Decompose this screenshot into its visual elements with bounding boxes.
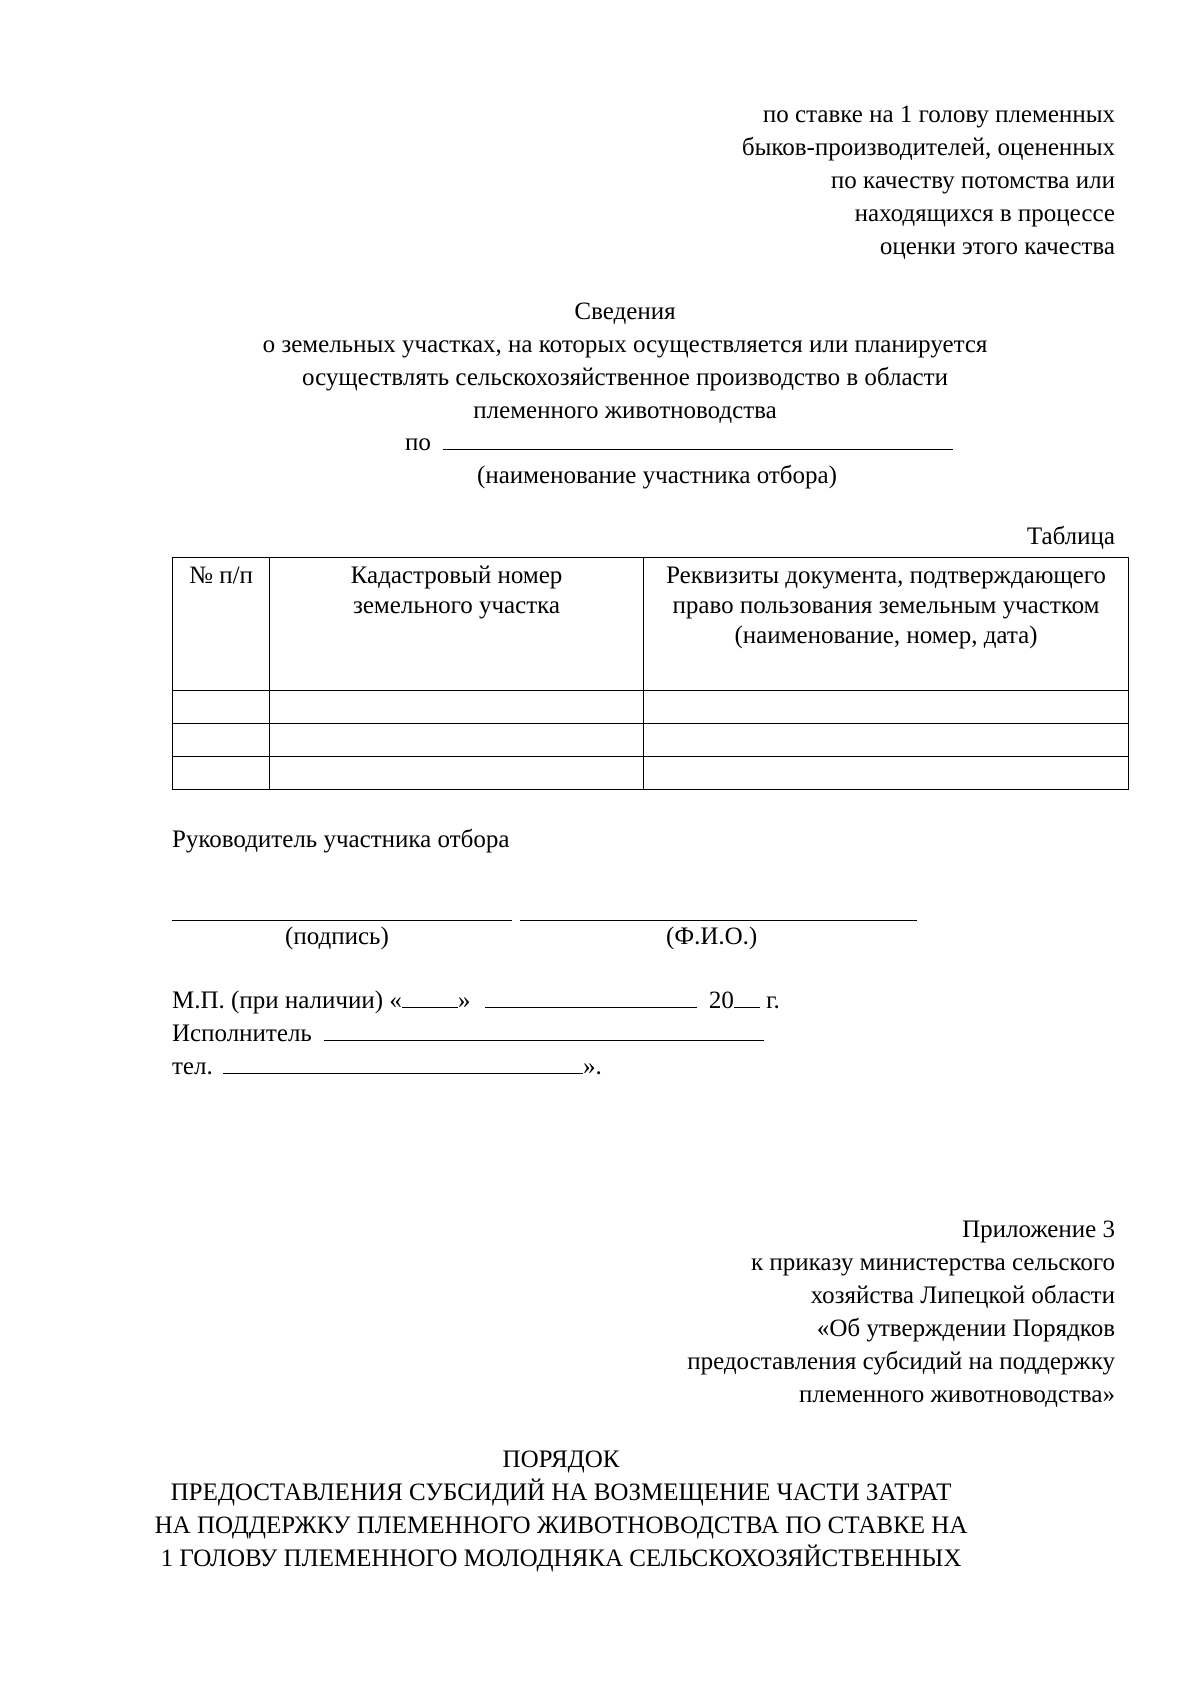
phone-label: тел. xyxy=(172,1053,213,1080)
table-cell[interactable] xyxy=(644,757,1129,790)
executor-label: Исполнитель xyxy=(172,1020,312,1047)
phone-end: ». xyxy=(583,1053,602,1080)
executor-line xyxy=(172,1019,764,1049)
appendix-line: к приказу министерства сельского xyxy=(750,1249,1115,1276)
mp-mid: » xyxy=(457,987,471,1014)
column-header-number: № п/п xyxy=(173,558,270,691)
order-title-line: 1 ГОЛОВУ ПЛЕМЕННОГО МОЛОДНЯКА СЕЛЬСКОХОЗЯЙСТВЕННЫХ xyxy=(160,1545,962,1572)
phone-field[interactable] xyxy=(223,1053,583,1074)
land-plots-table xyxy=(172,557,1129,790)
table-cell[interactable] xyxy=(644,691,1129,724)
header-line: по ставке на 1 голову племенных xyxy=(762,101,1115,128)
column-header-cadastral: Кадастровый номер земельного участка xyxy=(270,558,644,691)
signature-field[interactable] xyxy=(172,920,512,921)
appendix-line: хозяйства Липецкой области xyxy=(810,1282,1115,1309)
year-field[interactable] xyxy=(734,987,760,1008)
column-header-document: Реквизиты документа, подтверждающего право пользования земельным участком (наименование, номер, дата) xyxy=(644,558,1129,691)
header-line: находящихся в процессе xyxy=(854,200,1115,227)
info-title-line: племенного животноводства xyxy=(473,397,777,424)
appendix-line: Приложение 3 xyxy=(962,1216,1115,1243)
table-caption: Таблица xyxy=(1026,523,1115,550)
stamp-date-line xyxy=(172,986,780,1016)
table-cell[interactable] xyxy=(173,691,270,724)
mp-prefix: М.П. (при наличии) « xyxy=(172,987,402,1014)
table-cell[interactable] xyxy=(270,757,644,790)
table-cell[interactable] xyxy=(270,691,644,724)
head-label: Руководитель участника отбора xyxy=(172,826,510,853)
header-line: быков-производителей, оцененных xyxy=(741,134,1115,161)
order-title-line: НА ПОДДЕРЖКУ ПЛЕМЕННОГО ЖИВОТНОВОДСТВА ПО СТАВКЕ НА xyxy=(154,1512,968,1539)
fio-field[interactable] xyxy=(520,920,917,921)
header-line: оценки этого качества xyxy=(879,233,1115,260)
table-cell[interactable] xyxy=(270,724,644,757)
year-prefix: 20 xyxy=(708,987,734,1014)
table-row xyxy=(173,724,1129,757)
order-heading: ПОРЯДОК xyxy=(502,1446,620,1473)
participant-hint: (наименование участника отбора) xyxy=(477,462,837,489)
signature-hint: (подпись) xyxy=(285,923,389,950)
table-cell[interactable] xyxy=(173,724,270,757)
appendix-line: «Об утверждении Порядков xyxy=(816,1315,1115,1342)
table-row xyxy=(173,691,1129,724)
participant-name-field[interactable] xyxy=(443,429,953,450)
appendix-line: племенного животноводства» xyxy=(799,1381,1115,1408)
info-heading: Сведения xyxy=(574,298,676,325)
executor-field[interactable] xyxy=(324,1020,764,1041)
info-title-line: о земельных участках, на которых осуществляется или планируется xyxy=(262,331,988,358)
order-title-line: ПРЕДОСТАВЛЕНИЯ СУБСИДИЙ НА ВОЗМЕЩЕНИЕ ЧАСТИ ЗАТРАТ xyxy=(170,1479,952,1506)
year-suffix: г. xyxy=(766,987,780,1014)
day-field[interactable] xyxy=(402,987,458,1008)
participant-line xyxy=(405,428,953,458)
month-field[interactable] xyxy=(485,987,697,1008)
po-label: по xyxy=(405,429,431,456)
header-line: по качеству потомства или xyxy=(830,167,1115,194)
table-header-row xyxy=(173,558,1129,691)
phone-line xyxy=(172,1052,602,1082)
info-title-line: осуществлять сельскохозяйственное производство в области xyxy=(302,364,948,391)
appendix-line: предоставления субсидий на поддержку xyxy=(687,1348,1115,1375)
fio-hint: (Ф.И.О.) xyxy=(666,923,758,950)
table-cell[interactable] xyxy=(173,757,270,790)
table-row xyxy=(173,757,1129,790)
table-cell[interactable] xyxy=(644,724,1129,757)
